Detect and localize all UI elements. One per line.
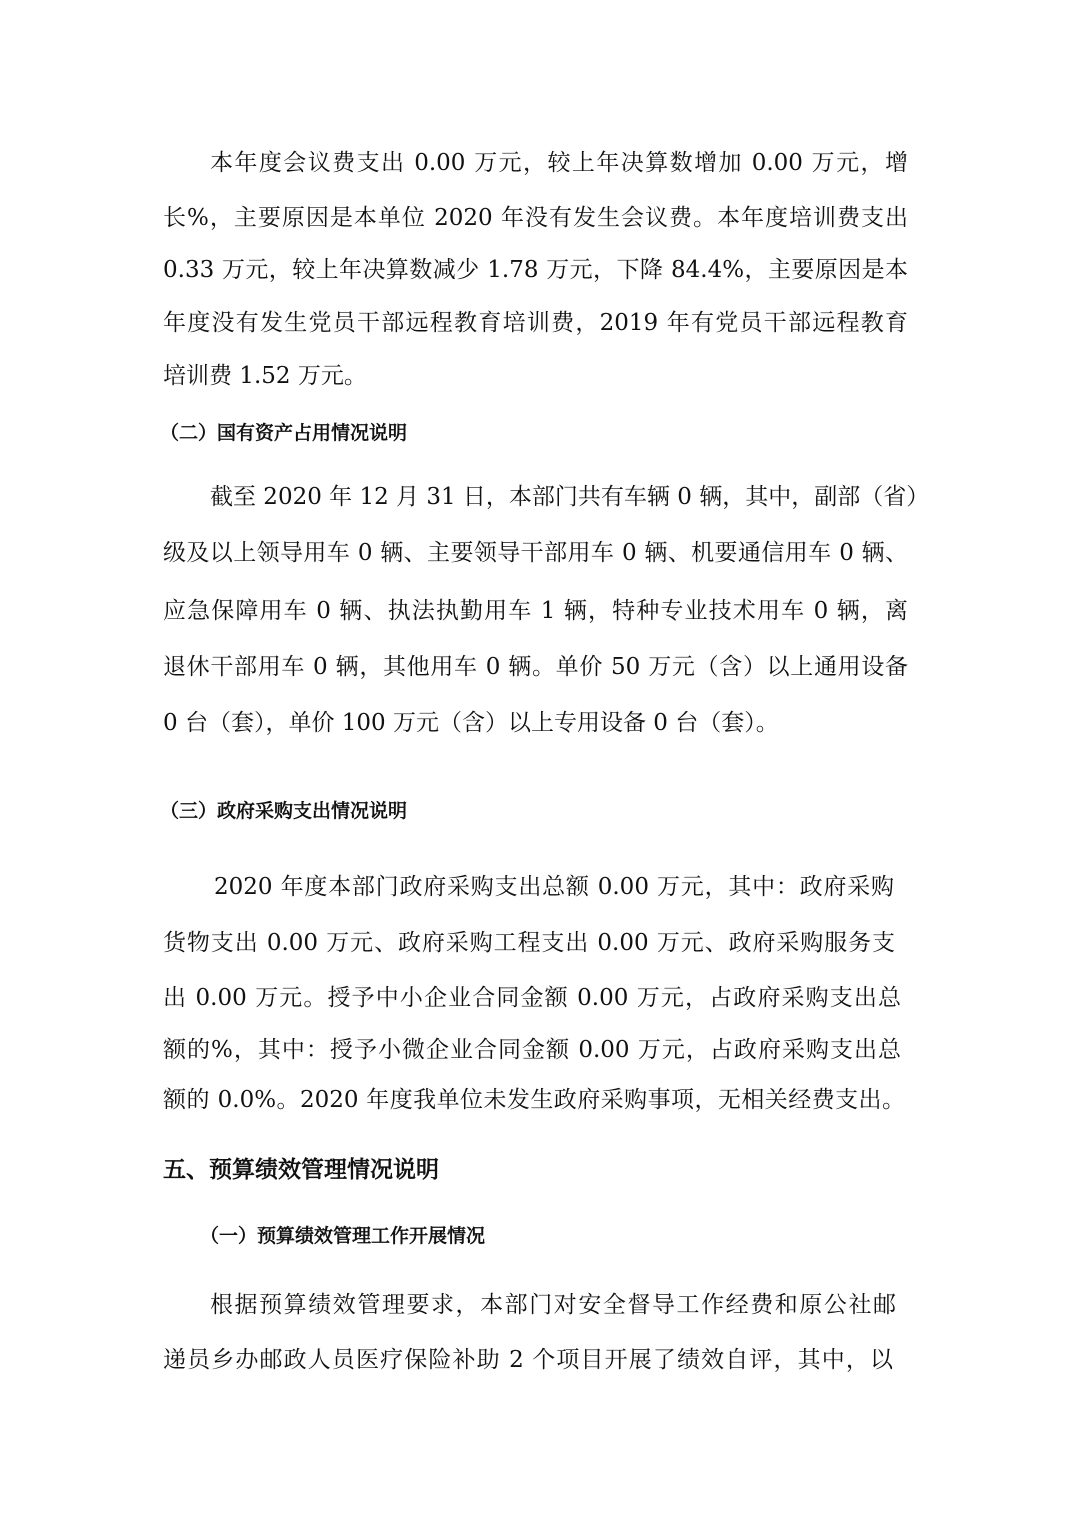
paragraph-line: 应急保障用车 0 辆、执法执勤用车 1 辆，特种专业技术用车 0 辆，离 — [163, 598, 908, 624]
section-heading-performance-work: （一）预算绩效管理工作开展情况 — [200, 1225, 486, 1247]
paragraph-line: 长%，主要原因是本单位 2020 年没有发生会议费。本年度培训费支出 — [163, 205, 908, 231]
paragraph-line: 出 0.00 万元。授予中小企业合同金额 0.00 万元，占政府采购支出总 — [163, 985, 901, 1011]
paragraph-line: 本年度会议费支出 0.00 万元，较上年决算数增加 0.00 万元，增 — [210, 150, 908, 176]
paragraph-line: 0 台（套），单价 100 万元（含）以上专用设备 0 台（套）。 — [163, 710, 779, 736]
paragraph-line: 递员乡办邮政人员医疗保险补助 2 个项目开展了绩效自评，其中，以 — [163, 1347, 893, 1373]
paragraph-line: 货物支出 0.00 万元、政府采购工程支出 0.00 万元、政府采购服务支 — [163, 930, 895, 956]
paragraph-line: 退休干部用车 0 辆，其他用车 0 辆。单价 50 万元（含）以上通用设备 — [163, 654, 908, 680]
paragraph-line: 额的%，其中：授予小微企业合同金额 0.00 万元，占政府采购支出总 — [163, 1037, 901, 1063]
paragraph-line: 2020 年度本部门政府采购支出总额 0.00 万元，其中：政府采购 — [214, 874, 894, 900]
section-heading-procurement: （三）政府采购支出情况说明 — [160, 800, 408, 822]
paragraph-line: 额的 0.0%。2020 年度我单位未发生政府采购事项，无相关经费支出。 — [163, 1087, 905, 1113]
paragraph-line: 根据预算绩效管理要求，本部门对安全督导工作经费和原公社邮 — [210, 1292, 896, 1318]
paragraph-line: 培训费 1.52 万元。 — [163, 363, 367, 389]
paragraph-line: 截至 2020 年 12 月 31 日，本部门共有车辆 0 辆，其中，副部（省） — [210, 484, 930, 510]
paragraph-line: 0.33 万元，较上年决算数减少 1.78 万元，下降 84.4%，主要原因是本 — [163, 257, 908, 283]
chapter-heading-performance: 五、预算绩效管理情况说明 — [163, 1157, 439, 1183]
paragraph-line: 级及以上领导用车 0 辆、主要领导干部用车 0 辆、机要通信用车 0 辆、 — [163, 540, 908, 566]
section-heading-assets: （二）国有资产占用情况说明 — [160, 422, 408, 444]
paragraph-line: 年度没有发生党员干部远程教育培训费，2019 年有党员干部远程教育 — [163, 310, 908, 336]
